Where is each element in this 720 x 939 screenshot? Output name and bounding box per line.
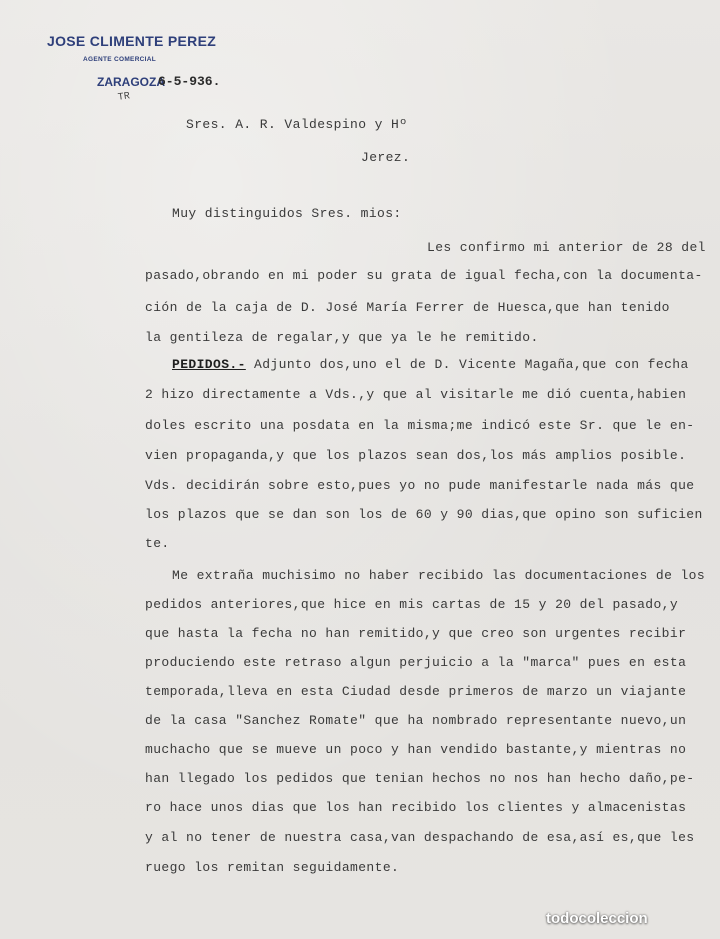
letterhead-subtitle: AGENTE COMERCIAL xyxy=(83,56,157,63)
paragraph1-line: Les confirmo mi anterior de 28 del xyxy=(427,240,706,255)
paragraph3-line: y al no tener de nuestra casa,van despachando de esa,así es,que les xyxy=(145,830,695,845)
paragraph1-line: la gentileza de regalar,y que ya le he remitido. xyxy=(145,330,539,345)
paragraph3-line: de la casa "Sanchez Romate" que ha nombrado representante nuevo,un xyxy=(145,713,687,728)
paragraph1-line: ción de la caja de D. José María Ferrer de Huesca,que han tenido xyxy=(145,300,670,315)
paragraph2-line: 2 hizo directamente a Vds.,y que al visitarle me dió cuenta,habien xyxy=(145,387,687,402)
letterhead-name: JOSE CLIMENTE PEREZ xyxy=(47,33,217,49)
addressee-line-1: Sres. A. R. Valdespino y Hº xyxy=(186,117,408,132)
paragraph3-line: Me extraña muchisimo no haber recibido las documentaciones de los xyxy=(172,568,706,583)
paragraph3-line: temporada,lleva en esta Ciudad desde primeros de marzo un viajante xyxy=(145,684,687,699)
paragraph3-line: ro hace unos dias que los han recibido los clientes y almacenistas xyxy=(145,800,687,815)
salutation: Muy distinguidos Sres. mios: xyxy=(172,206,402,221)
paragraph2-first-line-text: Adjunto dos,uno el de D. Vicente Magaña,que con fecha xyxy=(245,357,689,372)
typist-initials: TR xyxy=(117,91,131,104)
paragraph2-line: te. xyxy=(145,536,170,551)
watermark-logo: todocoleccion xyxy=(546,910,648,927)
letter-date: 6-5-936. xyxy=(158,74,221,89)
paragraph1-line: pasado,obrando en mi poder su grata de igual fecha,con la documenta- xyxy=(145,268,703,283)
paragraph3-line: produciendo este retraso algun perjuicio a la "marca" pues en esta xyxy=(145,655,687,670)
paragraph3-line: muchacho que se mueve un poco y han vendido bastante,y mientras no xyxy=(145,742,687,757)
paragraph2-line: vien propaganda,y que los plazos sean dos,los más amplios posible. xyxy=(145,448,687,463)
paragraph2-first-line xyxy=(172,357,689,372)
paragraph2-line: doles escrito una posdata en la misma;me indicó este Sr. que le en- xyxy=(145,418,695,433)
pedidos-heading: PEDIDOS.- xyxy=(172,357,246,372)
paragraph2-line: los plazos que se dan son los de 60 y 90 dias,que opino son suficien xyxy=(145,507,703,522)
paragraph3-line: que hasta la fecha no han remitido,y que creo son urgentes recibir xyxy=(145,626,687,641)
paragraph3-line: ruego los remitan seguidamente. xyxy=(145,860,400,875)
addressee-line-2: Jerez. xyxy=(361,150,411,165)
paragraph3-line: han llegado los pedidos que tenian hechos no nos han hecho daño,pe- xyxy=(145,771,695,786)
letterhead-city: ZARAGOZA xyxy=(97,75,165,89)
paragraph2-line: Vds. decidirán sobre esto,pues yo no pude manifestarle nada más que xyxy=(145,478,695,493)
paragraph3-line: pedidos anteriores,que hice en mis cartas de 15 y 20 del pasado,y xyxy=(145,597,679,612)
